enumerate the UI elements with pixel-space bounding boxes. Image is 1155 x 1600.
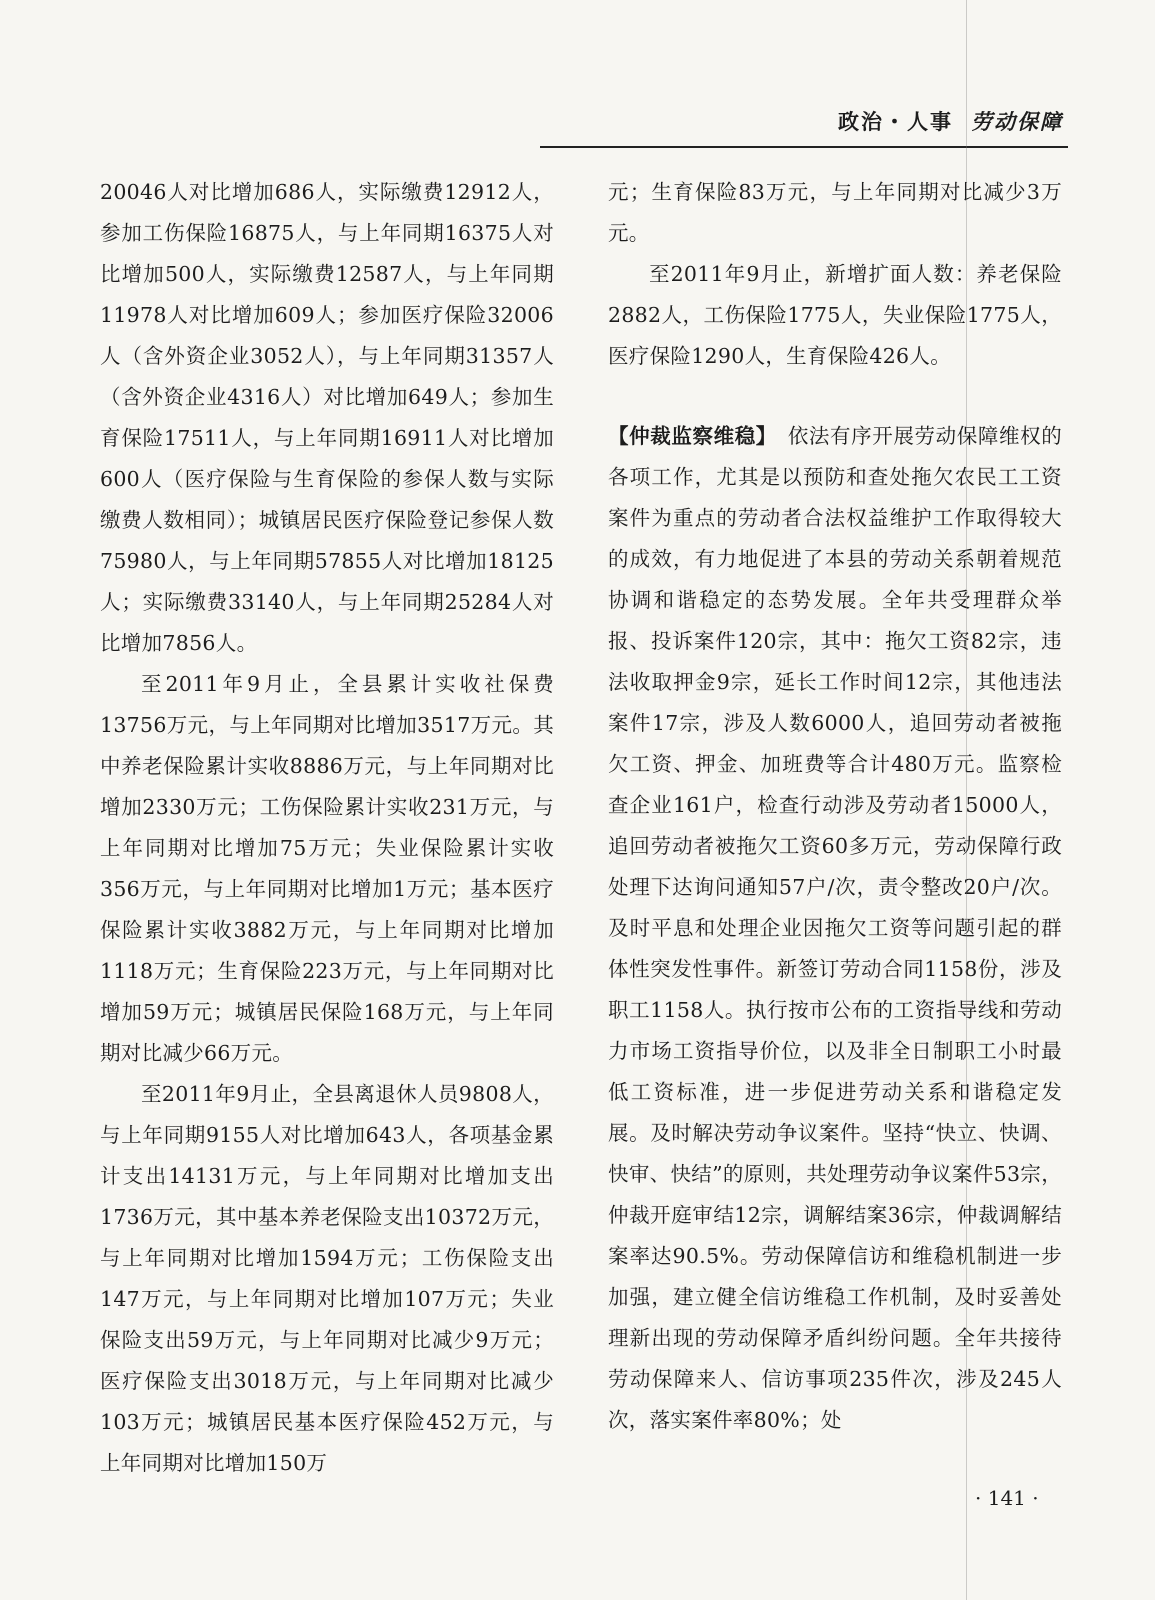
section-body: 依法有序开展劳动保障维权的各项工作，尤其是以预防和查处拖欠农民工工资案件为重点的劳动者合法权益维护工作取得较大的成效，有力地促进了本县的劳动关系朝着规范协调和谐稳定的态势发展。全年共受理群众举报、投诉案件120宗，其中：拖欠工资82宗，违法收取押金9宗，延长工作时间12宗，其他违法案件17宗，涉及人数6000人，追回劳动者被拖欠工资、押金、加班费等合计480万元。监察检查企业161户，检查行动涉及劳动者15000人，追回劳动者被拖欠工资60多万元，劳动保障行政处理下达询问通知57户/次，责令整改20户/次。及时平息和处理企业因拖欠工资等问题引起的群体性突发性事件。新签订劳动合同1158份，涉及职工1158人。执行按市公布的工资指导线和劳动力市场工资指导价位，以及非全日制职工小时最低工资标准，进一步促进劳动关系和谐稳定发展。及时解决劳动争议案件。坚持“快立、快调、快审、快结”的原则，共处理劳动争议案件53宗，仲裁开庭审结12宗，调解结案36宗，仲裁调解结案率达90.5%。劳动保障信访和维稳机制进一步加强，建立健全信访维稳工作机制，及时妥善处理新出现的劳动保障矛盾纠纷问题。全年共接待劳动保障来人、信访事项235件次，涉及245人次，落实案件率80%；处 [608, 424, 1062, 1432]
right-column [608, 172, 1062, 1441]
section-spacer [608, 377, 1062, 416]
left-column [100, 172, 554, 1484]
running-header [838, 106, 1063, 136]
header-rule [540, 146, 1068, 148]
section-title: 【仲裁监察维稳】 [608, 424, 767, 448]
header-subsection: 劳动保障 [971, 109, 1063, 134]
page-number: · 141 · [975, 1486, 1039, 1510]
section-paragraph [608, 416, 1062, 1441]
right-paragraph-2: 至2011年9月止，新增扩面人数：养老保险2882人，工伤保险1775人，失业保险1775人，医疗保险1290人，生育保险426人。 [608, 262, 1062, 368]
right-paragraph-1: 元；生育保险83万元，与上年同期对比减少3万元。 [608, 180, 1062, 245]
left-paragraph-2: 至2011年9月止，全县累计实收社保费13756万元，与上年同期对比增加3517万元。其中养老保险累计实收8886万元，与上年同期对比增加2330万元；工伤保险累计实收231万元，与上年同期对比增加75万元；失业保险累计实收356万元，与上年同期对比增加1万元；基本医疗保险累计实收3882万元，与上年同期对比增加1118万元；生育保险223万元，与上年同期对比增加59万元；城镇居民保险168万元，与上年同期对比减少66万元。 [100, 672, 554, 1065]
left-paragraph-3: 至2011年9月止，全县离退休人员9808人，与上年同期9155人对比增加643人，各项基金累计支出14131万元，与上年同期对比增加支出1736万元，其中基本养老保险支出10372万元，与上年同期对比增加1594万元；工伤保险支出147万元，与上年同期对比增加107万元；失业保险支出59万元，与上年同期对比减少9万元；医疗保险支出3018万元，与上年同期对比减少103万元；城镇居民基本医疗保险452万元，与上年同期对比增加150万 [100, 1082, 554, 1475]
header-section: 政治・人事 [838, 109, 953, 134]
left-paragraph-1: 20046人对比增加686人，实际缴费12912人，参加工伤保险16875人，与上年同期16375人对比增加500人，实际缴费12587人，与上年同期11978人对比增加609人；参加医疗保险32006人（含外资企业3052人），与上年同期31357人（含外资企业4316人）对比增加649人；参加生育保险17511人，与上年同期16911人对比增加600人（医疗保险与生育保险的参保人数与实际缴费人数相同）；城镇居民医疗保险登记参保人数75980人，与上年同期57855人对比增加18125人；实际缴费33140人，与上年同期25284人对比增加7856人。 [100, 180, 554, 655]
scan-artifact-line [966, 0, 967, 1600]
